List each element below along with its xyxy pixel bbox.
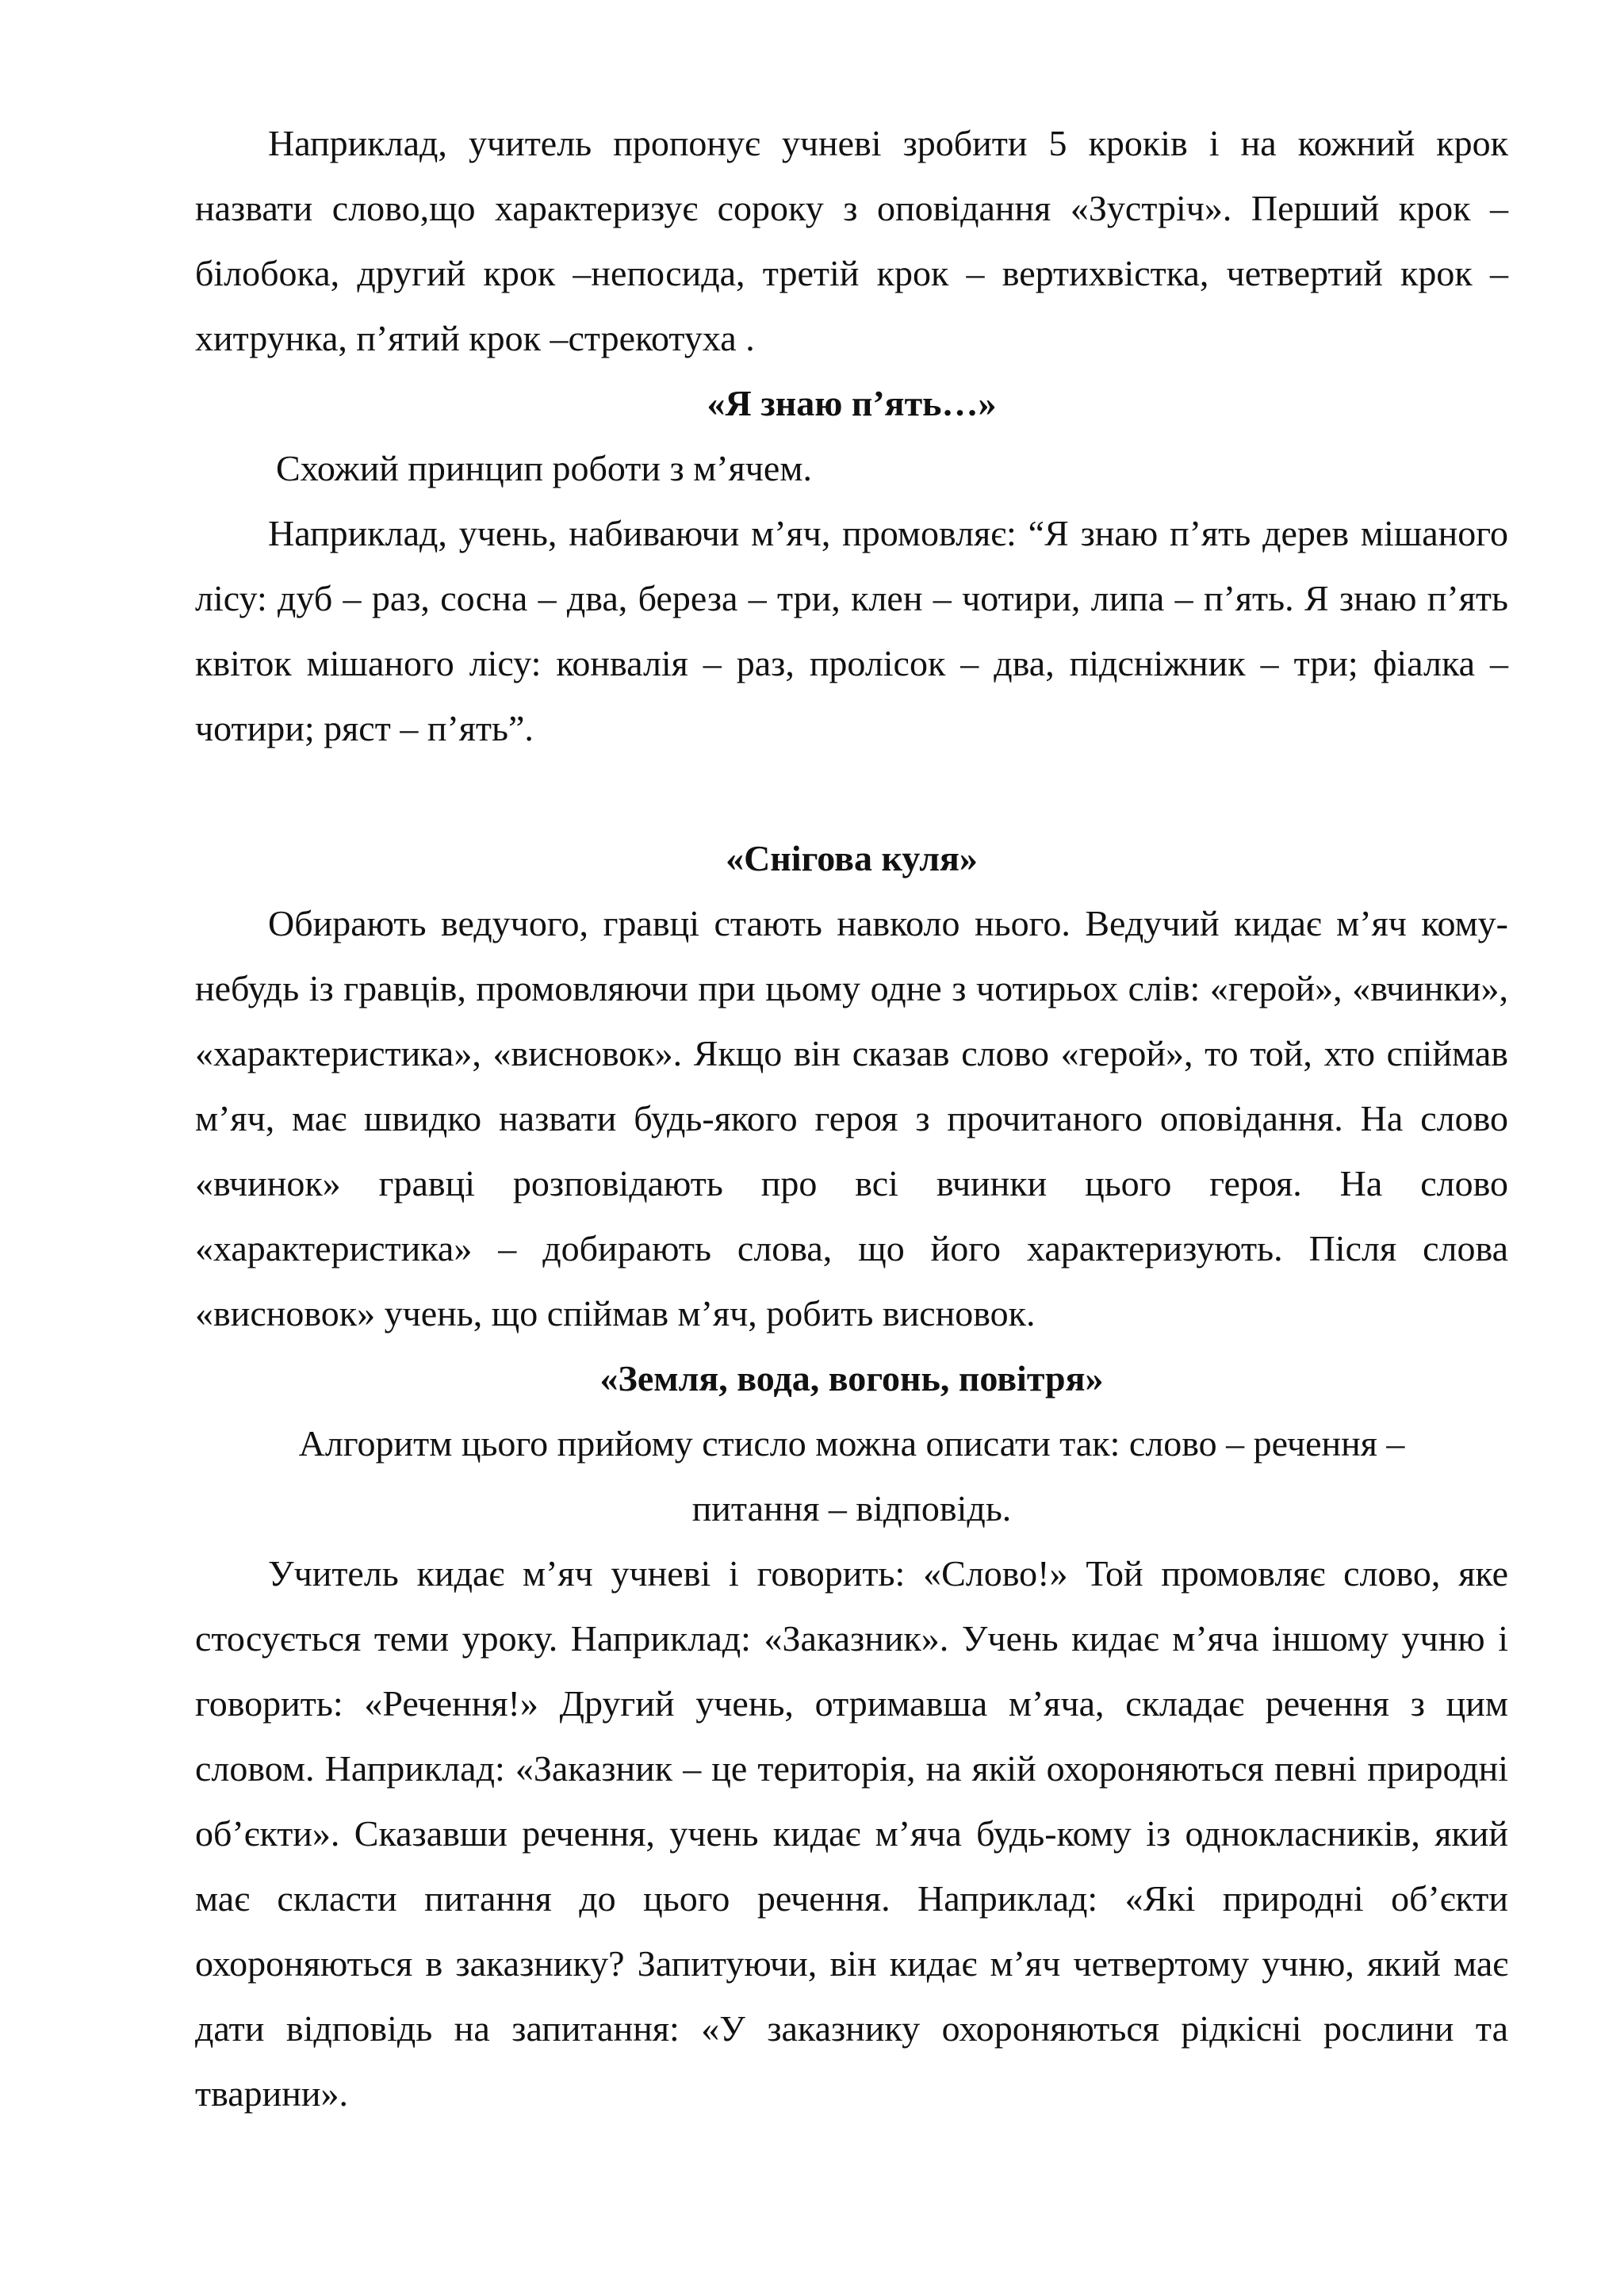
heading-i-know-five: «Я знаю п’ять…»: [707, 383, 997, 423]
paragraph-magpie-steps: Наприклад, учитель пропонує учневі зробити 5 кроків і на кожний крок назвати слово,що характеризує сороку з оповідання «Зустріч». Перший крок – білобока, другий крок –непосида, третій крок – вертихвістка, четвертий крок – хитрунка, п’ятий крок –стрекотуха .: [195, 123, 1508, 358]
heading-earth-water-fire-air: «Земля, вода, вогонь, повітря»: [599, 1358, 1104, 1399]
paragraph-earth-water-rules: Учитель кидає м’яч учневі і говорить: «Слово!» Той промовляє слово, яке стосується теми уроку. Наприклад: «Заказник». Учень кидає м’яча іншому учню і говорить: «Речення!» Другий учень, отримавша м’яча, складає речення з цим словом. Наприклад: «Заказник – це територія, на якій охороняються певні природні об’єкти». Сказавши речення, учень кидає м’яча будь-кому із однокласників, який має скласти питання до цього речення. Наприклад: «Які природні об’єкти охороняються в заказнику? Запитуючи, він кидає м’яч четвертому учню, який має дати відповідь на запитання: «У заказнику охороняються рідкісні рослини та тварини».: [195, 1553, 1508, 2114]
document-page: [195, 111, 1508, 2126]
paragraph-five-trees: Наприклад, учень, набиваючи м’яч, промовляє: “Я знаю п’ять дерев мішаного лісу: дуб – раз, сосна – два, береза – три, клен – чотири, липа – п’ять. Я знаю п’ять квіток мішаного лісу: конвалія – раз, пролісок – два, підсніжник – три; фіалка – чотири; ряст – п’ять”.: [195, 513, 1508, 748]
blank-line: [195, 761, 1508, 826]
paragraph-ball-principle: Схожий принцип роботи з м’ячем.: [276, 448, 812, 488]
algorithm-line-1: Алгоритм цього прийому стисло можна описати так: слово – речення –: [298, 1423, 1405, 1464]
paragraph-snowball-rules: Обирають ведучого, гравці стають навколо нього. Ведучий кидає м’яч кому-небудь із гравців, промовляючи при цьому одне з чотирьох слів: «герой», «вчинки», «характеристика», «висновок». Якщо він сказав слово «герой», то той, хто спіймав м’яч, має швидко назвати будь-якого героя з прочитаного оповідання. На слово «вчинок» гравці розповідають про всі вчинки цього героя. На слово «характеристика» – добирають слова, що його характеризують. Після слова «висновок» учень, що спіймав м’яч, робить висновок.: [195, 903, 1508, 1334]
algorithm-line-2: питання – відповідь.: [691, 1488, 1012, 1529]
heading-snowball: «Снігова куля»: [726, 838, 978, 878]
